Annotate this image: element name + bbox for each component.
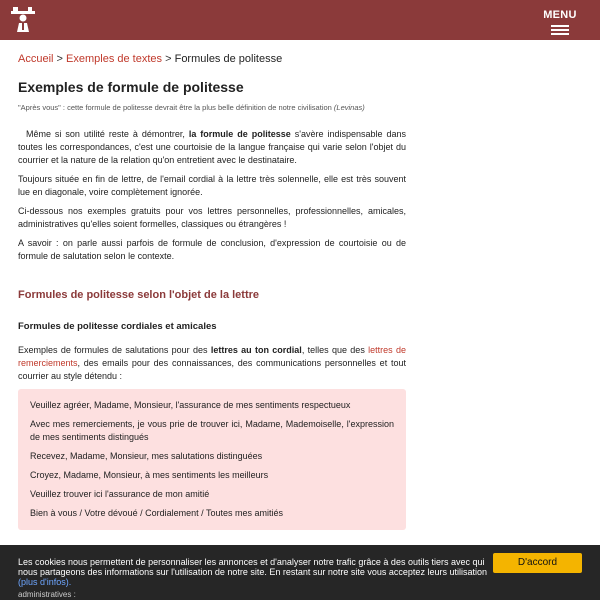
intro-bold: la formule de politesse	[188, 129, 291, 139]
thanks-letters-link[interactable]: lettres de remerciements	[18, 345, 406, 368]
breadcrumb-separator: >	[56, 53, 63, 65]
formula-item: Veuillez trouver ici l'assurance de mon amitié	[30, 489, 210, 499]
intro-paragraph-1	[18, 128, 406, 167]
quote	[18, 103, 406, 112]
formula-item: Veuillez agréer, Madame, Monsieur, l'assurance de mes sentiments respectueux	[30, 400, 351, 410]
hamburger-icon	[551, 25, 569, 35]
waiter-tray-icon[interactable]	[8, 4, 38, 34]
formula-list	[18, 389, 406, 530]
section-description	[18, 344, 406, 383]
cookie-text	[18, 557, 488, 587]
breadcrumb-home-link[interactable]: Accueil	[18, 53, 54, 65]
next-section-peek: administratives :	[18, 590, 76, 599]
main-content	[18, 40, 406, 530]
description-text: , des emails pour des connaissances, des communications personnelles et tout courrier au style détendu :	[18, 358, 406, 381]
formula-item: Recevez, Madame, Monsieur, mes salutations distinguées	[30, 451, 263, 461]
intro-text: Même si son utilité reste à démontrer,	[25, 129, 185, 139]
description-bold: lettres au ton cordial	[210, 345, 302, 355]
intro-paragraph-2: Toujours située en fin de lettre, de l'email cordial à la lettre très solennelle, elle est très souvent lue en diagonale, voire complètement ignorée.	[18, 174, 406, 197]
accept-cookies-button[interactable]: D'accord	[493, 553, 582, 573]
description-text: Exemples de formules de salutations pour des	[18, 345, 208, 355]
quote-text: "Après vous" : cette formule de politesse devrait être la plus belle définition de notre civilisation	[18, 103, 332, 112]
description-text: , telles que des	[301, 345, 365, 355]
formula-item: Bien à vous / Votre dévoué / Cordialement / Toutes mes amitiés	[30, 508, 283, 518]
page-title: Exemples de formule de politesse	[18, 79, 244, 95]
breadcrumb	[18, 52, 406, 66]
cookie-more-info-link[interactable]: (plus d'infos).	[18, 577, 72, 587]
menu-button[interactable]	[532, 6, 588, 36]
formula-item: Croyez, Madame, Monsieur, à mes sentiments les meilleurs	[30, 470, 269, 480]
breadcrumb-separator: >	[165, 53, 172, 65]
formula-item: Avec mes remerciements, je vous prie de trouver ici, Madame, Mademoiselle, l'expression de mes sentiments distingués	[30, 419, 394, 442]
top-bar	[0, 0, 600, 40]
section-heading: Formules de politesse selon l'objet de la lettre	[18, 289, 260, 301]
intro-paragraph-4: A savoir : on parle aussi parfois de formule de conclusion, d'expression de courtoisie ou de formule de salutation selon le contexte.	[18, 238, 406, 261]
cookie-message: Les cookies nous permettent de personnaliser les annonces et d'analyser notre trafic grâce à des outils tiers avec qui nous partageons des informations sur l'utilisation de notre site. En restant sur notre site vous acceptez leurs utilisation	[18, 557, 487, 577]
quote-author: (Levinas)	[333, 103, 365, 112]
menu-label: MENU	[543, 9, 577, 21]
intro-text: s'avère indispensable dans toutes les correspondances, c'est une courtoisie de la langue française qui varie selon l'objet du courrier et la nature de la relation qu'on entretient avec le destinataire.	[18, 129, 406, 165]
subsection-heading: Formules de politesse cordiales et amicales	[18, 321, 217, 332]
breadcrumb-section-link[interactable]: Exemples de textes	[66, 53, 163, 65]
breadcrumb-current: Formules de politesse	[174, 53, 283, 65]
intro-paragraph-3: Ci-dessous nos exemples gratuits pour vos lettres personnelles, professionnelles, amicales, administratives qu'elles soient formelles, classiques ou étrangères !	[18, 206, 406, 229]
